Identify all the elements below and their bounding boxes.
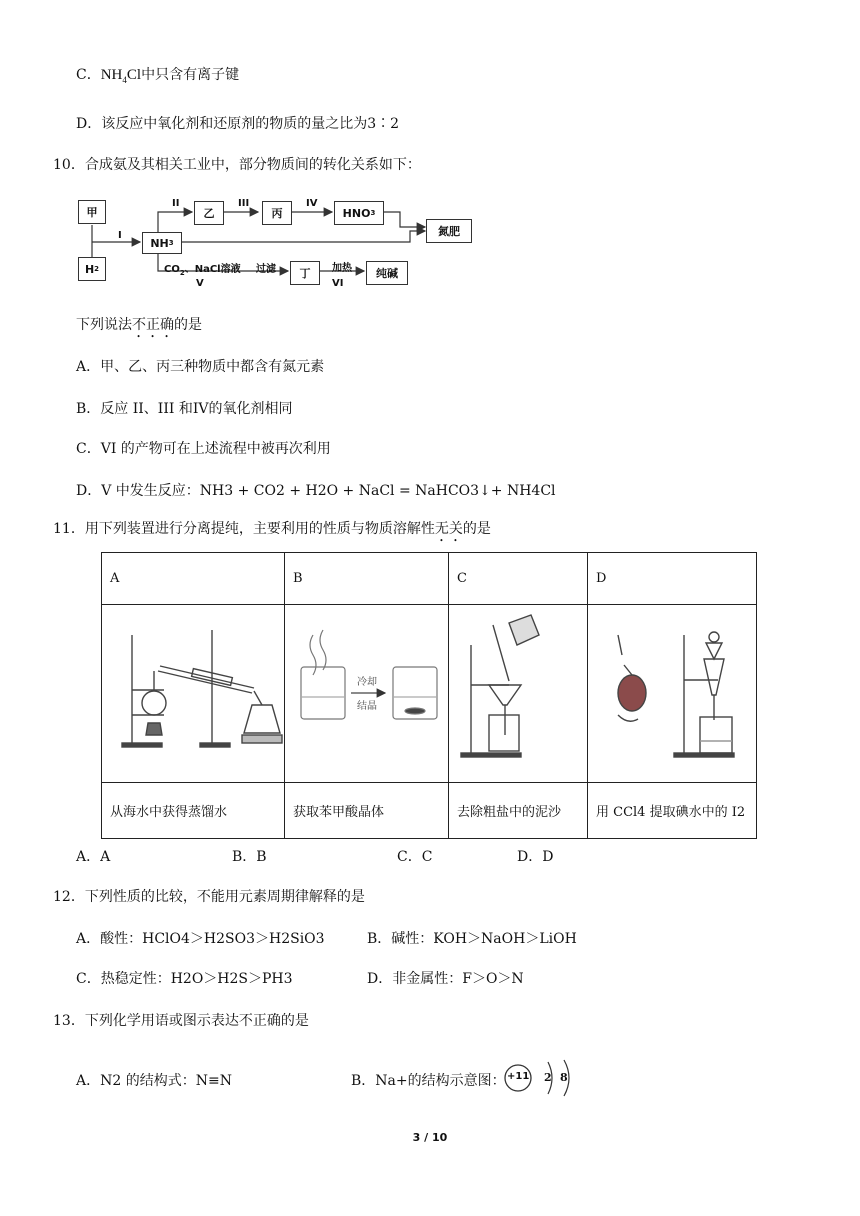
q12-option-d: D．非金属性：F＞O＞N xyxy=(367,971,524,987)
node-ding: 丁 xyxy=(290,261,320,285)
label-II: II xyxy=(172,198,180,209)
q11-table xyxy=(101,552,757,839)
q10-stem: 10．合成氨及其相关工业中，部分物质间的转化关系如下： xyxy=(53,157,421,173)
label-guolv: 过滤 xyxy=(256,264,276,275)
q10-option-c: C．VI 的产物可在上述流程中被再次利用 xyxy=(76,441,331,457)
q10-question-emphasis: 不正确 xyxy=(132,317,174,333)
q11-caption-row xyxy=(102,783,757,839)
q10-option-b: B．反应 II、III 和IV的氧化剂相同 xyxy=(76,401,293,417)
q9-option-c-prefix: C． xyxy=(76,67,101,83)
label-VI: VI xyxy=(332,278,344,289)
q12-stem: 12．下列性质的比较，不能用元素周期律解释的是 xyxy=(53,889,365,905)
crystallization-image xyxy=(285,605,448,778)
q11-stem-emphasis: 无关 xyxy=(434,521,463,537)
label-III: III xyxy=(238,198,250,209)
q11-image-b xyxy=(285,605,449,783)
q10-option-a: A．甲、乙、丙三种物质中都含有氮元素 xyxy=(76,359,325,375)
q10-question-prefix: 下列说法 xyxy=(76,317,132,333)
q11-header-row xyxy=(102,553,757,605)
q9-option-c xyxy=(76,64,239,85)
page-number: 3 / 10 xyxy=(412,1131,448,1144)
q11-header-d: D xyxy=(588,553,757,605)
node-yi: 乙 xyxy=(194,201,224,225)
label-co2-nacl: $CO_2$、NaCl溶液 xyxy=(164,264,241,277)
q9-nh4cl: $NH_4Cl$ xyxy=(100,67,142,85)
q11-header-c: C xyxy=(449,553,588,605)
node-danfei: 氮肥 xyxy=(426,219,472,243)
label-I: I xyxy=(118,230,122,241)
label-V: V xyxy=(196,278,204,289)
filtration-image xyxy=(449,605,587,778)
q11-image-row xyxy=(102,605,757,783)
node-jia: 甲 xyxy=(78,200,106,224)
q11-stem-prefix: 11．用下列装置进行分离提纯，主要利用的性质与物质溶解性 xyxy=(53,521,435,537)
q11-caption-b: 获取苯甲酸晶体 xyxy=(285,783,449,839)
q10-option-d: D．V 中发生反应：NH3 + CO2 + H2O + NaCl = NaHCO3↓+ NH4Cl xyxy=(76,483,556,499)
q11-stem xyxy=(53,518,491,545)
q11-caption-d: 用 CCl4 提取碘水中的 I2 xyxy=(588,783,757,839)
q11-image-d xyxy=(588,605,757,783)
q11-option-b: B．B xyxy=(232,849,267,865)
q13-stem: 13．下列化学用语或图示表达不正确的是 xyxy=(53,1013,309,1029)
q11-image-a xyxy=(102,605,285,783)
q11-caption-c: 去除粗盐中的泥沙 xyxy=(449,783,588,839)
q9-option-c-text: 中只含有离子键 xyxy=(141,67,240,83)
node-bing: 丙 xyxy=(262,201,292,225)
q11-image-c xyxy=(449,605,588,783)
lengque-label: 冷却 xyxy=(357,677,377,688)
q11-header-b: B xyxy=(285,553,449,605)
q11-caption-a: 从海水中获得蒸馏水 xyxy=(102,783,285,839)
q9-option-d: D．该反应中氧化剂和还原剂的物质的量之比为3∶2 xyxy=(76,116,400,132)
q13-option-b: B．Na+的结构示意图： xyxy=(351,1073,506,1089)
shell-2-count: 8 xyxy=(560,1071,568,1084)
node-nh3: NH 3 xyxy=(142,232,182,254)
node-chunjian: 纯碱 xyxy=(366,261,408,285)
distillation-apparatus-image xyxy=(102,605,284,778)
q12-option-b: B．碱性：KOH＞NaOH＞LiOH xyxy=(367,931,577,947)
node-h2: H 2 xyxy=(78,257,106,281)
q11-option-a: A．A xyxy=(76,849,111,865)
q11-option-c: C．C xyxy=(397,849,433,865)
q10-flow-diagram xyxy=(70,192,480,292)
q11-header-a: A xyxy=(102,553,285,605)
q11-option-d: D．D xyxy=(517,849,554,865)
q12-option-a: A．酸性：HClO4＞H2SO3＞H2SiO3 xyxy=(76,931,325,947)
nucleus-charge: +11 xyxy=(507,1071,530,1082)
q13-option-a: A．N2 的结构式：N≡N xyxy=(76,1073,232,1089)
label-IV: IV xyxy=(306,198,318,209)
q12-option-c: C．热稳定性：H2O＞H2S＞PH3 xyxy=(76,971,293,987)
label-jiare: 加热 xyxy=(332,263,352,274)
jiejing-label: 结晶 xyxy=(357,701,377,712)
q10-question-suffix: 的是 xyxy=(174,317,202,333)
node-hno3: HNO 3 xyxy=(334,201,384,225)
extraction-image xyxy=(588,605,756,778)
na-ion-diagram xyxy=(502,1058,582,1098)
q10-question xyxy=(76,314,202,341)
q11-stem-suffix: 的是 xyxy=(462,521,491,537)
shell-1-count: 2 xyxy=(544,1071,552,1084)
